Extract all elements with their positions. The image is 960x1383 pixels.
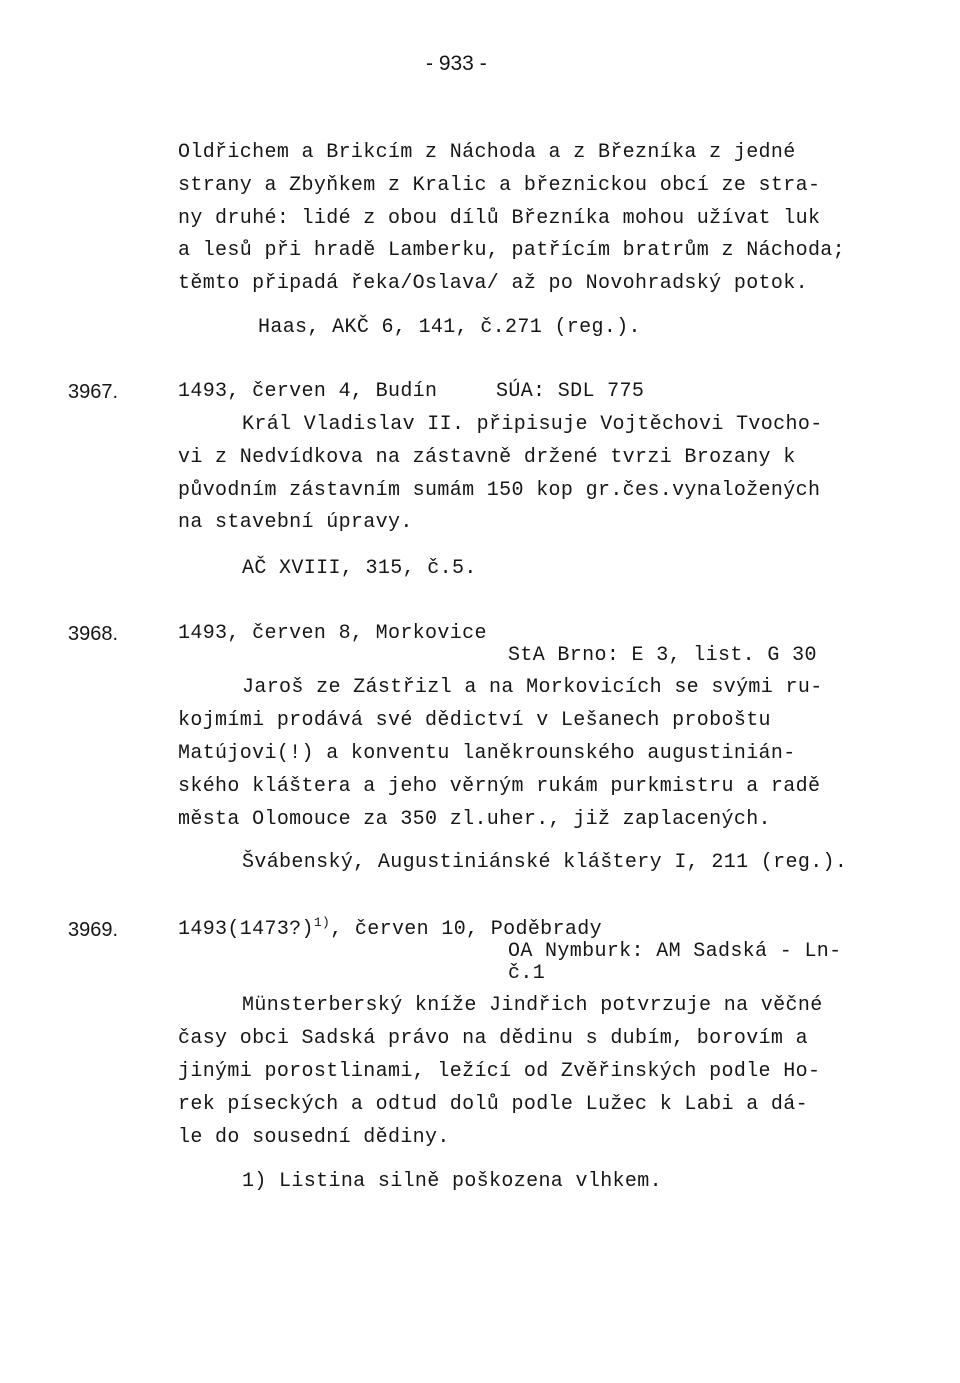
footnote-mark: 1) [313, 915, 331, 930]
entry-date-place [178, 915, 602, 942]
entry-date-rest: , červen 10, Poděbrady [330, 918, 602, 941]
text-line: na stavební úpravy. [178, 511, 413, 534]
entry-number: 3969. [68, 919, 119, 941]
text-line: ny druhé: lidé z obou dílů Březníka mohou užívat luk [178, 207, 821, 230]
text-line: těmto připadá řeka/Oslava/ až po Novohradský potok. [178, 272, 808, 295]
text-line: Jaroš ze Zástřizl a na Morkovicích se svými ru- [242, 676, 823, 699]
entry-date-place: 1493, červen 8, Morkovice [178, 622, 487, 645]
entry-date-place: 1493, červen 4, Budín [178, 380, 438, 403]
text-line: kojmími prodává své dědictví v Lešanech proboštu [178, 709, 771, 732]
footnote: 1) Listina silně poškozena vlhkem. [242, 1170, 662, 1193]
text-line: strany a Zbyňkem z Kralic a březnickou obcí ze stra- [178, 174, 821, 197]
bibliographic-reference: Haas, AKČ 6, 141, č.271 (reg.). [258, 316, 641, 339]
text-line: Král Vladislav II. připisuje Vojtěchovi Tvocho- [242, 413, 823, 436]
text-line: časy obci Sadská právo na dědinu s dubím, borovím a [178, 1027, 808, 1050]
bibliographic-reference: Švábenský, Augustiniánské kláštery I, 211 (reg.). [242, 851, 848, 874]
text-line: ského kláštera a jeho věrným rukám purkmistru a radě [178, 775, 821, 798]
archive-source: StA Brno: E 3, list. G 30 [508, 644, 817, 667]
text-line: města Olomouce za 350 zl.uher., již zaplacených. [178, 808, 771, 831]
page-number: - 933 - [426, 52, 487, 75]
text-line: vi z Nedvídkova na zástavně držené tvrzi Brozany k [178, 446, 796, 469]
entry-number: 3967. [68, 381, 119, 403]
text-line: le do sousední dědiny. [178, 1126, 450, 1149]
text-line: Matújovi(!) a konventu laněkrounského augustinián- [178, 742, 796, 765]
text-line: Oldřichem a Brikcím z Náchoda a z Březníka z jedné [178, 141, 796, 164]
bibliographic-reference: AČ XVIII, 315, č.5. [242, 557, 477, 580]
text-line: jinými porostlinami, ležící od Zvěřinských podle Ho- [178, 1060, 821, 1083]
archive-source: OA Nymburk: AM Sadská - Ln- [508, 940, 842, 963]
entry-date: 1493(1473?) [178, 918, 314, 941]
archive-source-continued: č.1 [508, 962, 546, 985]
entry-number: 3968. [68, 623, 119, 645]
archive-source: SÚA: SDL 775 [496, 380, 645, 403]
text-line: původním zástavním sumám 150 kop gr.čes.vynaložených [178, 479, 821, 502]
text-line: a lesů při hradě Lamberku, patřícím bratrům z Náchoda; [178, 239, 846, 262]
text-line: rek píseckých a odtud dolů podle Lužec k Labi a dá- [178, 1093, 808, 1116]
text-line: Münsterberský kníže Jindřich potvrzuje na věčné [242, 994, 823, 1017]
